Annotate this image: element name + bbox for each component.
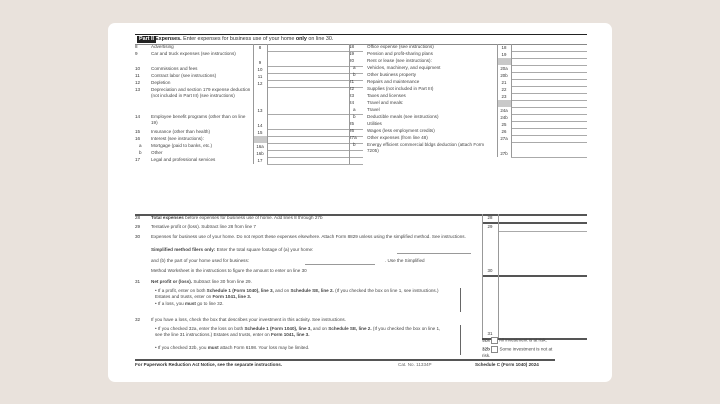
expense-row-23 [349, 93, 587, 100]
footer-notice: For Paperwork Reduction Act Notice, see the separate instructions. [135, 362, 283, 367]
box-number: 22 [501, 87, 507, 92]
box-number: 19 [501, 52, 507, 57]
amount-field-27b[interactable] [511, 142, 587, 158]
line-description: Pension and profit-sharing plans [367, 51, 433, 56]
amount-field-29[interactable] [498, 224, 587, 232]
line-number: 13 [135, 87, 141, 92]
line-description: Depreciation and section 179 expense deduction (not included in Part III) (see instructions) [151, 87, 251, 98]
expense-row-8 [135, 44, 349, 51]
column-rule [511, 44, 512, 157]
line-31-bullet-loss: • If a loss, you must go to line 32. [155, 301, 224, 306]
line-29-row [135, 224, 587, 231]
line-description: Office expense (see instructions) [367, 44, 434, 49]
line-number: 30 [135, 234, 141, 239]
line-number: 22 [349, 86, 355, 91]
box-number: 12 [257, 81, 263, 86]
line-description: Other business property [367, 72, 417, 77]
expense-row-16 [135, 136, 349, 143]
line-description: Contract labor (see instructions) [151, 73, 217, 78]
box-number [497, 100, 511, 107]
box-number: 29 [487, 224, 493, 229]
line-number: a [353, 65, 356, 70]
footer-form-id: Schedule C (Form 1040) 2024 [475, 362, 539, 367]
line-number: 17 [135, 157, 141, 162]
line-description: Utilities [367, 121, 382, 126]
line-number: 15 [135, 129, 141, 134]
option-code: 32b [482, 346, 490, 352]
bracket [460, 288, 461, 312]
part-b-text: and (b) the part of your home used for business: [151, 258, 250, 263]
use-simplified-text: . Use the Simplified [385, 258, 425, 263]
line-29-desc: Tentative profit or (loss). Subtract line 28 from line 7 [151, 224, 256, 229]
line-number: 24 [349, 100, 355, 105]
expense-row-9 [135, 51, 349, 66]
line-description: Car and truck expenses (see instructions) [151, 51, 236, 56]
box-number: 27a [500, 136, 508, 141]
box-column-left-border [482, 214, 483, 339]
footer-cat-no: Cat. No. 11334P [398, 362, 432, 367]
line-28-row [135, 215, 587, 222]
line-31-bullet-profit: • If a profit, enter on both Schedule 1 (Form 1040), line 3, and on Schedule SE, line 2. (If you checked the box on line 1, see instructions.) Estates and trusts, enter on Form 1041, line 3. [155, 288, 439, 299]
line-number: 32 [135, 317, 141, 322]
line-number: 31 [135, 279, 141, 284]
expense-row-20 [349, 58, 587, 65]
line-number: 28 [135, 215, 141, 220]
line-description: Other [151, 150, 163, 155]
worksheet-text: Method Worksheet in the instructions to figure the amount to enter on line 30 [151, 268, 307, 273]
line-number: 21 [349, 79, 355, 84]
option-code: 32a [482, 337, 490, 343]
expense-row-21 [349, 79, 587, 86]
line-description: Wages (less employment credits) [367, 128, 435, 133]
line-description: Legal and professional services [151, 157, 216, 162]
line-number: 26 [349, 128, 355, 133]
expense-row-20b [349, 72, 587, 79]
line-number: 23 [349, 93, 355, 98]
line-number: 25 [349, 121, 355, 126]
line-number: 29 [135, 224, 141, 229]
box-number: 15 [257, 130, 263, 135]
line-number: 19 [349, 51, 355, 56]
business-sqft-field[interactable] [305, 264, 375, 265]
line-32-bullet-32b: • If you checked 32b, you must attach Form 6198. Your loss may be limited. [155, 345, 310, 350]
box-number: 18 [501, 45, 507, 50]
expense-row-26 [349, 128, 587, 135]
box-number: 20a [500, 66, 508, 71]
expense-row-14 [135, 114, 349, 129]
line-description: Energy efficient commercial bldgs deduction (attach Form 7205) [367, 142, 485, 153]
box-number: 21 [501, 80, 507, 85]
checkbox-32a[interactable] [491, 337, 498, 344]
line-description: Employee benefit programs (other than on line 19) [151, 114, 246, 125]
line-description: Rent or lease (see instructions): [367, 58, 432, 63]
box-number: 13 [257, 108, 263, 113]
expense-row-13 [135, 87, 349, 114]
box-number: 24b [500, 115, 508, 120]
expense-row-16a [135, 143, 349, 150]
line-number: 27a [349, 135, 357, 140]
line-number: b [353, 114, 356, 119]
line-description: Repairs and maintenance [367, 79, 420, 84]
box-number: 16b [256, 151, 264, 156]
line-number: 20 [349, 58, 355, 63]
box-number: 20b [500, 73, 508, 78]
box-number: 25 [501, 122, 507, 127]
line-number: 8 [135, 44, 138, 49]
box-number: 8 [258, 45, 262, 50]
box-number: 14 [257, 123, 263, 128]
box-number: 9 [258, 60, 262, 65]
bracket [460, 325, 461, 355]
box-number: 24a [500, 108, 508, 113]
expense-row-12 [135, 80, 349, 87]
expense-row-27b [349, 142, 587, 157]
line-number: 11 [135, 73, 140, 78]
expense-row-17 [135, 157, 349, 164]
box-number: 16a [256, 144, 264, 149]
simplified-method-text: Simplified method filers only: Enter the total square footage of (a) your home: [151, 247, 314, 252]
line-number: b [353, 142, 356, 147]
box-number: 31 [487, 331, 493, 336]
line-description: Vehicles, machinery, and equipment [367, 65, 441, 70]
line-description: Travel and meals: [367, 100, 404, 105]
line-description: Travel [367, 107, 380, 112]
expense-row-15 [135, 129, 349, 136]
expense-row-19 [349, 51, 587, 58]
part-instructions: Expenses. Enter expenses for business use of your home only on line 30. [155, 36, 334, 42]
expense-row-27a [349, 135, 587, 142]
line-number: 10 [135, 66, 141, 71]
box-number: 27b [500, 151, 508, 156]
option-label: All investment is at risk. [498, 337, 547, 343]
line-32-bullet-32a: • If you checked 32a, enter the loss on both Schedule 1 (Form 1040), line 3, and on Schedule SE, line 2. (If you checked the box on line 1, see the line 31 instructions.) Estates and trusts, enter on Form 1041, line 3. [155, 326, 441, 337]
line-description: Depletion [151, 80, 171, 85]
line-number: 12 [135, 80, 141, 85]
option-32b[interactable] [482, 346, 562, 359]
column-rule [253, 44, 254, 164]
expense-row-24a [349, 107, 587, 114]
line-number: b [139, 150, 142, 155]
expense-row-20a [349, 65, 587, 72]
line-30-desc: Expenses for business use of your home. Do not report these expenses elsewhere. Attach Form 8829 unless using the simplified method. See instructions. [151, 234, 466, 239]
box-number: 11 [257, 74, 263, 79]
line-number: 16 [135, 136, 141, 141]
line-number: 18 [349, 44, 355, 49]
box-number: 17 [257, 158, 263, 163]
expense-row-22 [349, 86, 587, 93]
box-number: 26 [501, 129, 507, 134]
home-sqft-field[interactable] [397, 253, 471, 254]
line-description: Taxes and licenses [367, 93, 406, 98]
line-description: Advertising [151, 44, 174, 49]
box-number: 30 [487, 268, 493, 273]
line-description: Commissions and fees [151, 66, 198, 71]
line-number: 14 [135, 114, 141, 119]
line-number: a [139, 143, 142, 148]
box-number [253, 136, 267, 143]
line-number: 9 [135, 51, 138, 56]
line-description: Deductible meals (see instructions) [367, 114, 439, 119]
box-number: 10 [257, 67, 263, 72]
box-number [497, 58, 511, 65]
line-32-desc: If you have a loss, check the box that describes your investment in this activity. See instructions. [151, 317, 346, 322]
expense-row-24b [349, 114, 587, 121]
option-32a[interactable] [482, 337, 547, 344]
expense-row-18 [349, 44, 587, 51]
line-description: Interest (see instructions): [151, 136, 204, 141]
part-label: Part II [139, 36, 154, 42]
line-31-desc: Net profit or (loss). Subtract line 30 from line 29. [151, 279, 252, 284]
box-number: 28 [487, 215, 493, 220]
line-description: Supplies (not included in Part III) [367, 86, 434, 91]
line-description: Other expenses (from line 48) [367, 135, 428, 140]
box-column-right-border [498, 214, 499, 339]
box-number: 23 [501, 94, 507, 99]
expense-row-24 [349, 100, 587, 107]
checkbox-32b[interactable] [491, 346, 498, 353]
line-description: Insurance (other than health) [151, 129, 210, 134]
expense-row-25 [349, 121, 587, 128]
column-rule [267, 44, 268, 164]
expense-row-16b [135, 150, 349, 157]
column-rule [349, 44, 350, 164]
column-rule [497, 44, 498, 157]
line-number: a [353, 107, 356, 112]
expense-row-10 [135, 66, 349, 73]
line-description: Mortgage (paid to banks, etc.) [151, 143, 213, 148]
expense-row-11 [135, 73, 349, 80]
divider [135, 359, 555, 361]
line-28-desc: Total expenses before expenses for business use of home. Add lines 8 through 27b [151, 215, 323, 220]
option-label: Some investment is not at risk. [482, 346, 553, 358]
line-number: b [353, 72, 356, 77]
